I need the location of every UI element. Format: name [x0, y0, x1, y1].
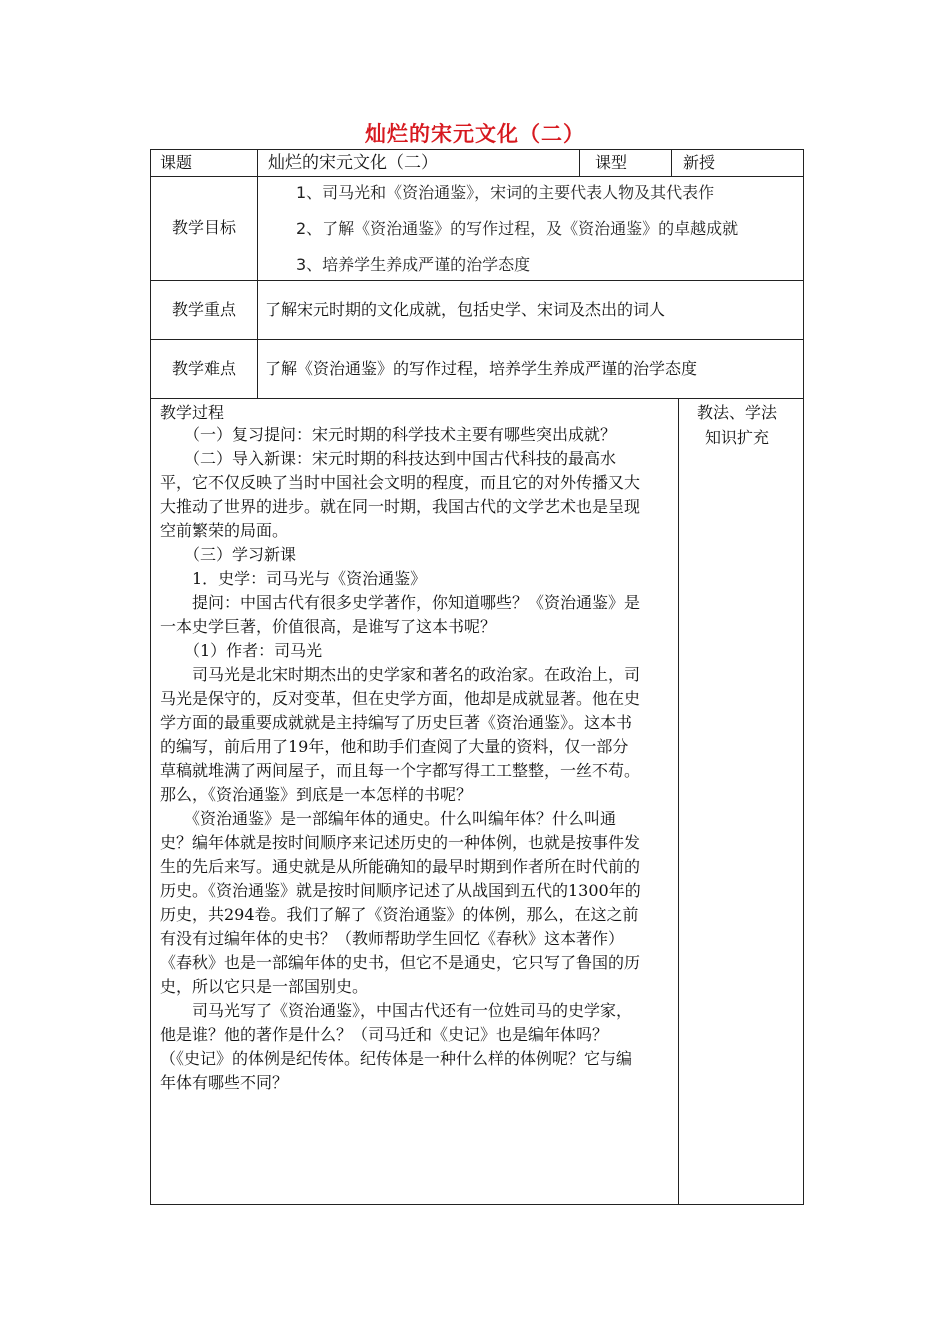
- table-border-left: [150, 149, 151, 1205]
- process-line: 那么，《资治通鉴》到底是一本怎样的书呢？: [160, 785, 473, 804]
- process-line: （1）作者：司马光: [160, 641, 323, 660]
- process-label: 教学过程: [160, 403, 225, 422]
- process-line: 历史。《资治通鉴》就是按时间顺序记述了从战国到五代的1300年的: [160, 881, 641, 900]
- method-label: 教法、学法: [697, 403, 778, 422]
- objective-item: 2、了解《资治通鉴》的写作过程，及《资治通鉴》的卓越成就: [296, 219, 739, 238]
- process-line: 的编写，前后用了19年，他和助手们查阅了大量的资料，仅一部分: [160, 737, 629, 756]
- process-line: 历史，共294卷。我们了解了《资治通鉴》的体例，那么，在这之前: [160, 905, 639, 924]
- process-line: 司马光写了《资治通鉴》，中国古代还有一位姓司马的史学家，: [160, 1001, 633, 1020]
- key-points-label: 教学重点: [172, 300, 237, 319]
- table-col-divider: [671, 149, 672, 177]
- process-line: 空前繁荣的局面。: [160, 521, 289, 540]
- table-row-divider: [150, 339, 804, 340]
- process-line: 年体有哪些不同？: [160, 1073, 289, 1092]
- table-col-divider: [678, 398, 679, 1205]
- table-row-divider: [150, 398, 804, 399]
- table-col-divider: [579, 149, 580, 177]
- process-line: 一本史学巨著，价值很高，是谁写了这本书呢？: [160, 617, 497, 636]
- process-line: 史，所以它只是一部国别史。: [160, 977, 369, 996]
- process-line: 司马光是北宋时期杰出的史学家和著名的政治家。在政治上，司: [160, 665, 641, 684]
- type-label: 课型: [595, 153, 628, 172]
- process-line: 大推动了世界的进步。就在同一时期，我国古代的文学艺术也是呈现: [160, 497, 641, 516]
- course-label: 课题: [160, 153, 193, 172]
- process-line: （《史记》的体例是纪传体。纪传体是一种什么样的体例呢？它与编: [160, 1049, 633, 1068]
- process-body: [160, 423, 670, 1095]
- process-line: 有没有过编年体的史书？（教师帮助学生回忆《春秋》这本著作）: [160, 929, 625, 948]
- process-line: 马光是保守的，反对变革，但在史学方面，他却是成就显著。他在史: [160, 689, 641, 708]
- difficulties-value: 了解《资治通鉴》的写作过程，培养学生养成严谨的治学态度: [265, 359, 698, 378]
- process-line: 学方面的最重要成就就是主持编写了历史巨著《资治通鉴》。这本书: [160, 713, 633, 732]
- process-line: 1．史学：司马光与《资治通鉴》: [160, 569, 427, 588]
- difficulties-label: 教学难点: [172, 359, 237, 378]
- table-row-divider: [150, 280, 804, 281]
- table-border-right: [803, 149, 804, 1205]
- extension-label: 知识扩充: [705, 428, 770, 447]
- objective-item: 1、司马光和《资治通鉴》，宋词的主要代表人物及其代表作: [296, 183, 715, 202]
- process-line: 生的先后来写。通史就是从所能确知的最早时期到作者所在时代前的: [160, 857, 641, 876]
- course-value: 灿烂的宋元文化（二）: [268, 153, 438, 173]
- key-points-value: 了解宋元时期的文化成就，包括史学、宋词及杰出的词人: [265, 300, 666, 319]
- table-border-top: [150, 149, 804, 150]
- type-value: 新授: [683, 153, 716, 172]
- process-line: （三）学习新课: [160, 545, 297, 564]
- table-col-divider: [257, 149, 258, 399]
- process-line: 史？编年体就是按时间顺序来记述历史的一种体例，也就是按事件发: [160, 833, 641, 852]
- process-line: 《春秋》也是一部编年体的史书，但它不是通史，它只写了鲁国的历: [160, 953, 641, 972]
- process-line: 草稿就堆满了两间屋子，而且每一个字都写得工工整整，一丝不苟。: [160, 761, 641, 780]
- objectives-label: 教学目标: [172, 218, 237, 237]
- objective-item: 3、培养学生养成严谨的治学态度: [296, 255, 531, 274]
- table-row-divider: [150, 176, 804, 177]
- process-line: 他是谁？他的著作是什么？（司马迁和《史记》也是编年体吗？: [160, 1025, 609, 1044]
- page-title: 灿烂的宋元文化（二）: [365, 122, 585, 146]
- process-line: （一）复习提问：宋元时期的科学技术主要有哪些突出成就？: [160, 425, 617, 444]
- table-border-bottom: [150, 1204, 804, 1205]
- process-line: 平，它不仅反映了当时中国社会文明的程度，而且它的对外传播又大: [160, 473, 641, 492]
- process-line: 提问：中国古代有很多史学著作，你知道哪些？《资治通鉴》是: [160, 593, 641, 612]
- process-line: （二）导入新课：宋元时期的科技达到中国古代科技的最高水: [160, 449, 617, 468]
- process-line: 《资治通鉴》是一部编年体的通史。什么叫编年体？什么叫通: [160, 809, 617, 828]
